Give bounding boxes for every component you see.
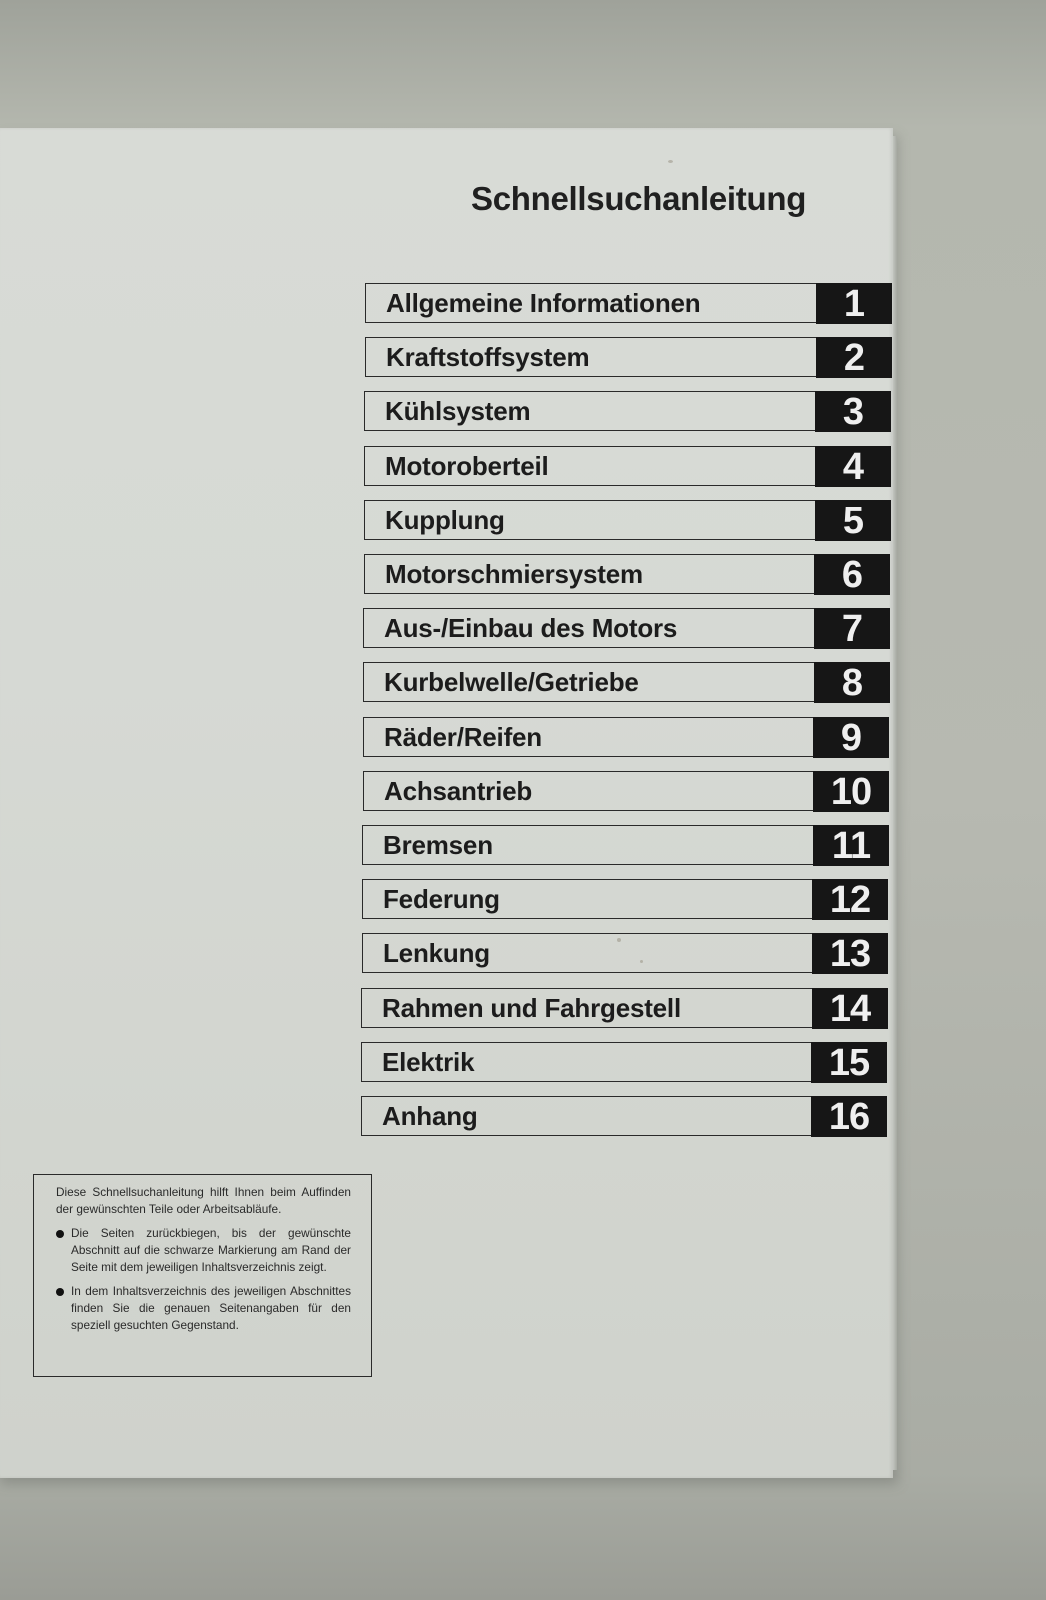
usage-note [33,1174,372,1377]
section-number-tab: 5 [815,500,891,541]
section-label-box [364,554,815,594]
section-label: Motoroberteil [385,451,549,481]
section-entry-6[interactable] [364,554,890,594]
page-title: Schnellsuchanleitung [471,180,807,217]
section-number-tab: 4 [815,446,891,487]
section-label: Aus-/Einbau des Motors [384,613,678,643]
bullet-dot-icon [56,1230,64,1238]
section-entry-11[interactable] [362,825,889,865]
section-label-box [361,988,813,1028]
section-entry-16[interactable] [361,1096,887,1136]
section-label-box [363,771,814,811]
section-label: Elektrik [382,1047,475,1077]
section-entry-12[interactable] [362,879,888,919]
section-label-box [363,717,814,757]
section-label: Kühlsystem [385,396,531,426]
section-label-box [362,933,813,973]
section-number-tab: 9 [813,717,889,758]
section-number-tab: 11 [813,825,889,866]
section-label: Achsantrieb [384,776,533,806]
section-number-tab: 6 [814,554,890,595]
section-label-box [365,283,817,323]
section-entry-9[interactable] [363,717,889,757]
section-number-tab: 3 [815,391,891,432]
section-number-tab: 2 [816,337,892,378]
section-label: Räder/Reifen [384,722,542,752]
section-number-tab: 10 [813,771,889,812]
section-label-box [363,608,815,648]
section-entry-2[interactable] [365,337,892,377]
section-label: Anhang [382,1101,478,1131]
section-label: Bremsen [383,830,493,860]
section-entry-4[interactable] [364,446,891,486]
section-entry-3[interactable] [364,391,891,431]
section-number-tab: 16 [811,1096,887,1137]
usage-note-intro: Diese Schnellsuchanleitung hilft Ihnen beim Auffinden der gewünschten Teile oder Arbeitsabläufe. [56,1185,351,1216]
section-label: Rahmen und Fahrgestell [382,993,681,1023]
section-entry-1[interactable] [365,283,892,323]
section-label: Federung [383,884,500,914]
section-number-tab: 14 [812,988,888,1029]
section-entry-15[interactable] [361,1042,887,1082]
section-label: Kupplung [385,505,505,535]
section-label-box [361,1096,812,1136]
section-entry-13[interactable] [362,933,888,973]
section-label-box [362,879,813,919]
section-number-tab: 8 [814,662,890,703]
bullet-dot-icon [56,1288,64,1296]
section-entry-5[interactable] [364,500,891,540]
section-entry-14[interactable] [361,988,888,1028]
usage-note-bullet-text: In dem Inhaltsverzeichnis des jeweiligen Abschnittes finden Sie die genauen Seitenangaben für den speziell gesuchten Gegenstand. [71,1284,351,1332]
section-number-tab: 1 [816,283,892,324]
section-label: Kraftstoffsystem [386,342,590,372]
section-label-box [365,337,817,377]
section-label-box [362,825,814,865]
usage-note-bullet [56,1225,351,1276]
section-label: Motorschmiersystem [385,559,643,589]
usage-note-bullet [56,1283,351,1334]
section-label: Kurbelwelle/Getriebe [384,667,639,697]
section-entry-10[interactable] [363,771,889,811]
section-label-box [364,446,816,486]
section-label-box [361,1042,812,1082]
section-entry-8[interactable] [363,662,890,702]
section-number-tab: 7 [814,608,890,649]
page-edge [893,136,897,1470]
section-label-box [363,662,815,702]
section-number-tab: 12 [812,879,888,920]
section-entry-7[interactable] [363,608,890,648]
section-label-box [364,391,816,431]
section-label: Lenkung [383,938,490,968]
usage-note-bullet-text: Die Seiten zurückbiegen, bis der gewünschte Abschnitt auf die schwarze Markierung am Rand der Seite mit dem jeweiligen Inhaltsverzeichnis zeigt. [71,1226,351,1274]
paper-speck [668,160,673,163]
section-number-tab: 13 [812,933,888,974]
section-number-tab: 15 [811,1042,887,1083]
section-label-box [364,500,816,540]
section-label: Allgemeine Informationen [386,288,701,318]
